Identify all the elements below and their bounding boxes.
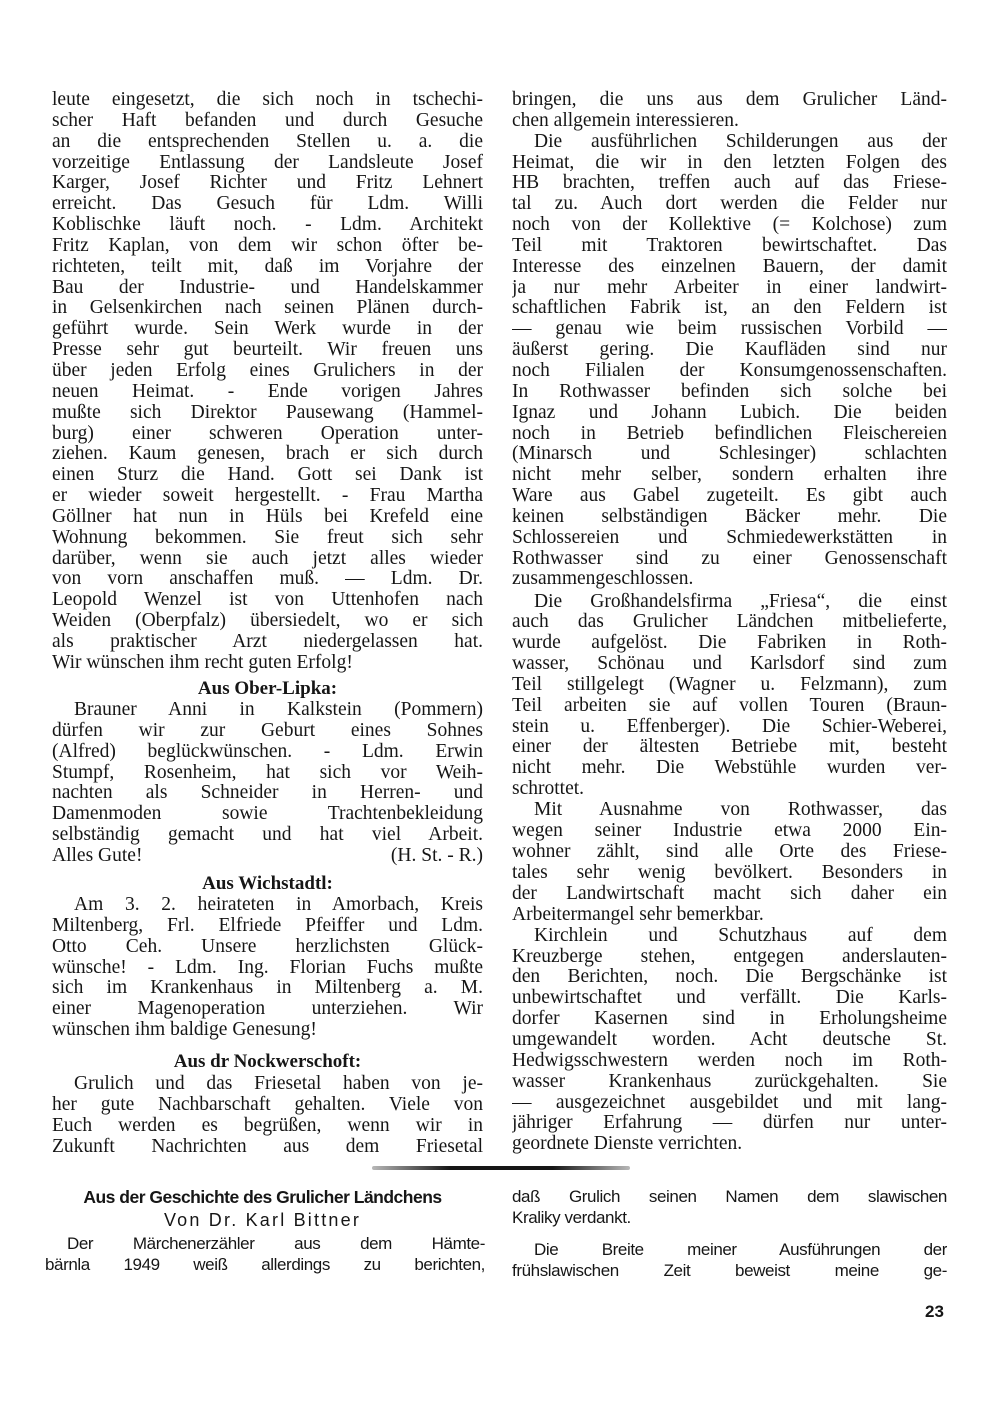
text-line: Wir wünschen ihm recht guten Erfolg! — [52, 652, 353, 673]
text-line: Teil mit Traktoren bewirtschaftet. Das — [512, 235, 947, 256]
section-heading: Aus Wichstadtl: — [202, 873, 333, 894]
text-line: Leopold Wenzel ist von Uttenhofen nach — [52, 590, 483, 611]
text-line: Ware aus Gabel zugeteilt. Es gibt auch — [512, 486, 947, 507]
text-line: richteten, teilt mit, daß im Vorjahre der — [52, 256, 483, 277]
text-line: Die ausführlichen Schilderungen aus der — [534, 131, 947, 152]
text-line: — genau wie beim russischen Vorbild — — [512, 319, 947, 340]
text-line: burg) einer schweren Operation unter- — [52, 423, 483, 444]
text-line: jähriger Erfahrung — dürfen nur unter- — [512, 1113, 947, 1134]
text-line: — ausgezeichnet ausgebildet und mit lang- — [512, 1092, 947, 1113]
text-line: zusammengeschlossen. — [512, 569, 694, 590]
text-line: Karger, Josef Richter und Fritz Lehnert — [52, 173, 483, 194]
text-line: von vorn anschaffen muß. — Ldm. Dr. — [52, 569, 483, 590]
text-line: noch Filialen der Konsumgenossenschaften. — [512, 360, 947, 381]
text-line: chen allgemein interessieren. — [512, 110, 739, 131]
text-line: ja nur mehr Arbeiter in einer landwirt- — [512, 277, 947, 298]
text-line: umgewandelt worden. Acht deutsche St. — [512, 1030, 947, 1051]
text-line: der Landwirtschaft macht sich daher ein — [512, 883, 947, 904]
text-line: bringen, die uns aus dem Grulicher Länd- — [512, 90, 947, 110]
section-heading: Aus Ober-Lipka: — [197, 678, 338, 699]
text-line: schrottet. — [512, 779, 585, 800]
text-line: in Gelsenkirchen nach seinen Plänen durch- — [52, 298, 483, 319]
text-line: Die Breite meiner Ausführungen der — [534, 1239, 947, 1259]
text-line: vorzeitige Entlassung der Landsleute Josef — [52, 152, 483, 173]
text-line: wasser, Schönau und Karlsdorf sind zum — [512, 654, 947, 675]
text-line: noch in Betrieb befindlichen Fleischereien — [512, 423, 947, 444]
text-line: frühslawischen Zeit beweist meine ge- — [512, 1260, 947, 1280]
text-line: wünsche! - Ldm. Ing. Florian Fuchs mußte — [52, 957, 483, 978]
text-line: Fritz Kaplan, von dem wir schon öfter be- — [52, 235, 483, 256]
text-line: Interesse des einzelnen Bauern, der damit — [512, 256, 947, 277]
text-line: Göllner hat nun in Hüls bei Krefeld eine — [52, 506, 483, 527]
text-line: neuen Heimat. - Ende vorigen Jahres — [52, 381, 483, 402]
paragraph — [512, 132, 947, 591]
paragraph — [52, 1074, 483, 1157]
page-number: 23 — [925, 1302, 944, 1321]
text-line: In Rothwasser befinden sich solche bei — [512, 381, 947, 402]
text-line: ziehen. Kaum genesen, brach er sich durch — [52, 444, 483, 465]
text-line: Mit Ausnahme von Rothwasser, das — [534, 800, 947, 821]
text-line: leute eingesetzt, die sich noch in tschechi- — [52, 90, 483, 110]
text-line: Weiden (Oberpfalz) übersiedelt, wo er sich — [52, 611, 483, 632]
paragraph — [52, 90, 483, 674]
text-line: Euch werden es begrüßen, wenn wir in — [52, 1115, 483, 1136]
text-line: den Berichten, noch. Die Bergschänke ist — [512, 967, 947, 988]
text-line: wasser Krankenhaus zurückgehalten. Sie — [512, 1071, 947, 1092]
text-line: Teil arbeiten sie auf vollen Touren (Braun- — [512, 695, 947, 716]
text-line: dorfer Kasernen sind in Erholungsheime — [512, 1009, 947, 1030]
text-line: bärnla 1949 weiß allerdings zu berichten, — [45, 1254, 485, 1274]
text-line: äußerst gering. Die Kaufläden sind nur — [512, 340, 947, 361]
text-line: geführt wurde. Sein Werk wurde in der — [52, 319, 483, 340]
text-line: dürfen wir zur Geburt eines Sohnes — [52, 720, 483, 741]
text-line: Teil stillgelegt (Wagner u. Felzmann), zum — [512, 674, 947, 695]
text-line: (Alfred) beglückwünschen. - Ldm. Erwin — [52, 741, 483, 762]
text-line: an die entsprechenden Stellen u. a. die — [52, 131, 483, 152]
text-line: einer Magenoperation unterziehen. Wir — [52, 999, 483, 1020]
text-line: unbewirtschaftet und verfällt. Die Karls- — [512, 988, 947, 1009]
text-line: her gute Nachbarschaft gehalten. Viele von — [52, 1094, 483, 1115]
text-line: stein u. Effenberger). Die Schier-Weberei, — [512, 716, 947, 737]
text-line: Am 3. 2. heirateten in Amorbach, Kreis — [74, 895, 483, 915]
text-line: Grulich und das Friesetal haben von je- — [74, 1074, 483, 1094]
text-line: wünschen ihm baldige Genesung! — [52, 1020, 317, 1041]
text-line: Die Großhandelsfirma „Friesa“, die einst — [534, 591, 947, 612]
text-line: Bau der Industrie- und Handelskammer — [52, 277, 483, 298]
text-line: Miltenberg, Frl. Elfriede Pfeiffer und Ldm. — [52, 915, 483, 936]
text-line: tales sehr wenig bevölkert. Besonders in — [512, 862, 947, 883]
text-line: Damenmoden sowie Trachtenbekleidung — [52, 804, 483, 825]
paragraph — [512, 592, 947, 800]
text-line: Presse sehr gut beurteilt. Wir freuen uns — [52, 340, 483, 361]
text-line: auch das Grulicher Ländchen mitbelieferte, — [512, 612, 947, 633]
text-line: daß Grulich seinen Namen dem slawischen — [512, 1187, 947, 1206]
paragraph — [52, 895, 483, 1041]
text-line: scher Haft befanden und durch Gesuche — [52, 110, 483, 131]
text-line: wurde aufgelöst. Die Fabriken in Roth- — [512, 633, 947, 654]
text-line: Zukunft Nachrichten aus dem Friesetal — [52, 1136, 483, 1157]
text-line: sich im Krankenhaus in Miltenberg a. M. — [52, 978, 483, 999]
text-line: Ignaz und Johann Lubich. Die beiden — [512, 402, 947, 423]
text-line: tal zu. Auch dort werden die Felder nur — [512, 194, 947, 215]
text-line: als praktischer Arzt niedergelassen hat. — [52, 631, 483, 652]
paragraph — [512, 800, 947, 925]
text-line: noch von der Kollektive (= Kolchose) zum — [512, 215, 947, 236]
author-initials: (H. St. - R.) — [390, 845, 483, 866]
text-line: nachten als Schneider in Herren- und — [52, 783, 483, 804]
text-line: erreicht. Das Gesuch für Ldm. Willi — [52, 194, 483, 215]
text-line: einer der ältesten Betriebe mit, besteht — [512, 737, 947, 758]
text-line: schaftlichen Fabrik ist, an den Feldern ist — [512, 298, 947, 319]
text-line: Wohnung bekommen. Sie freut sich sehr — [52, 527, 483, 548]
paragraph — [52, 700, 483, 867]
article-header — [40, 1186, 485, 1276]
text-line: Der Märchenerzähler aus dem Hämte- — [67, 1234, 485, 1253]
text-line: einen Sturz die Hand. Gott sei Dank ist — [52, 465, 483, 486]
section-heading-block — [52, 873, 483, 895]
text-line: über jeden Erfolg eines Grulichers in der — [52, 360, 483, 381]
text-line: Otto Ceh. Unsere herzlichsten Glück- — [52, 936, 483, 957]
section-heading-block — [52, 1051, 483, 1073]
text-line: mußte sich Direktor Pausewang (Hammel- — [52, 402, 483, 423]
text-line: nicht mehr. Die Webstühle wurden ver- — [512, 758, 947, 779]
text-line: Stumpf, Rosenheim, hat sich vor Weih- — [52, 762, 483, 783]
closing-line — [52, 846, 483, 867]
text-line: wegen seiner Industrie etwa 2000 Ein- — [512, 821, 947, 842]
text-line: geordnete Dienste verrichten. — [512, 1134, 743, 1155]
text-line: Brauner Anni in Kalkstein (Pommern) — [74, 700, 483, 720]
paragraph — [512, 90, 947, 132]
paragraph — [512, 926, 947, 1155]
text-line: selbständig gemacht und hat viel Arbeit. — [52, 825, 483, 846]
text-line: Kraliky verdankt. — [512, 1207, 631, 1227]
text-line: wohner zählt, sind alle Orte des Friese- — [512, 842, 947, 863]
article-continuation — [512, 1187, 947, 1281]
text-line: (Minarsch und Schlesinger) schlachten — [512, 444, 947, 465]
text-line: HB brachten, treffen auch auf das Friese- — [512, 173, 947, 194]
section-divider — [372, 1166, 630, 1170]
closing-greeting: Alles Gute! — [52, 845, 143, 866]
text-line: Kirchlein und Schutzhaus auf dem — [534, 925, 947, 946]
article-title: Aus der Geschichte des Grulicher Ländchens — [83, 1187, 442, 1207]
text-line: keinen selbständigen Bäcker mehr. Die — [512, 506, 947, 527]
text-line: nicht mehr selber, sondern erhalten ihre — [512, 465, 947, 486]
text-line: Schlossereien und Schmiedewerkstätten in — [512, 527, 947, 548]
text-line: Koblischke läuft noch. - Ldm. Architekt — [52, 215, 483, 236]
section-heading-block — [52, 678, 483, 700]
text-line: er wieder soweit hergestellt. - Frau Martha — [52, 486, 483, 507]
text-line: Kreuzberge stehen, entgegen anderslauten- — [512, 946, 947, 967]
text-line: Arbeitermangel sehr bemerkbar. — [512, 904, 764, 925]
text-line: Hedwigsschwestern werden noch im Roth- — [512, 1050, 947, 1071]
article-byline: Von Dr. Karl Bittner — [163, 1210, 362, 1230]
text-line: Rothwasser sind zu einer Genossenschaft — [512, 548, 947, 569]
section-heading: Aus dr Nockwerschoft: — [173, 1051, 362, 1072]
text-line: darüber, wenn sie auch jetzt alles wieder — [52, 548, 483, 569]
text-line: Heimat, die wir in den letzten Folgen des — [512, 152, 947, 173]
